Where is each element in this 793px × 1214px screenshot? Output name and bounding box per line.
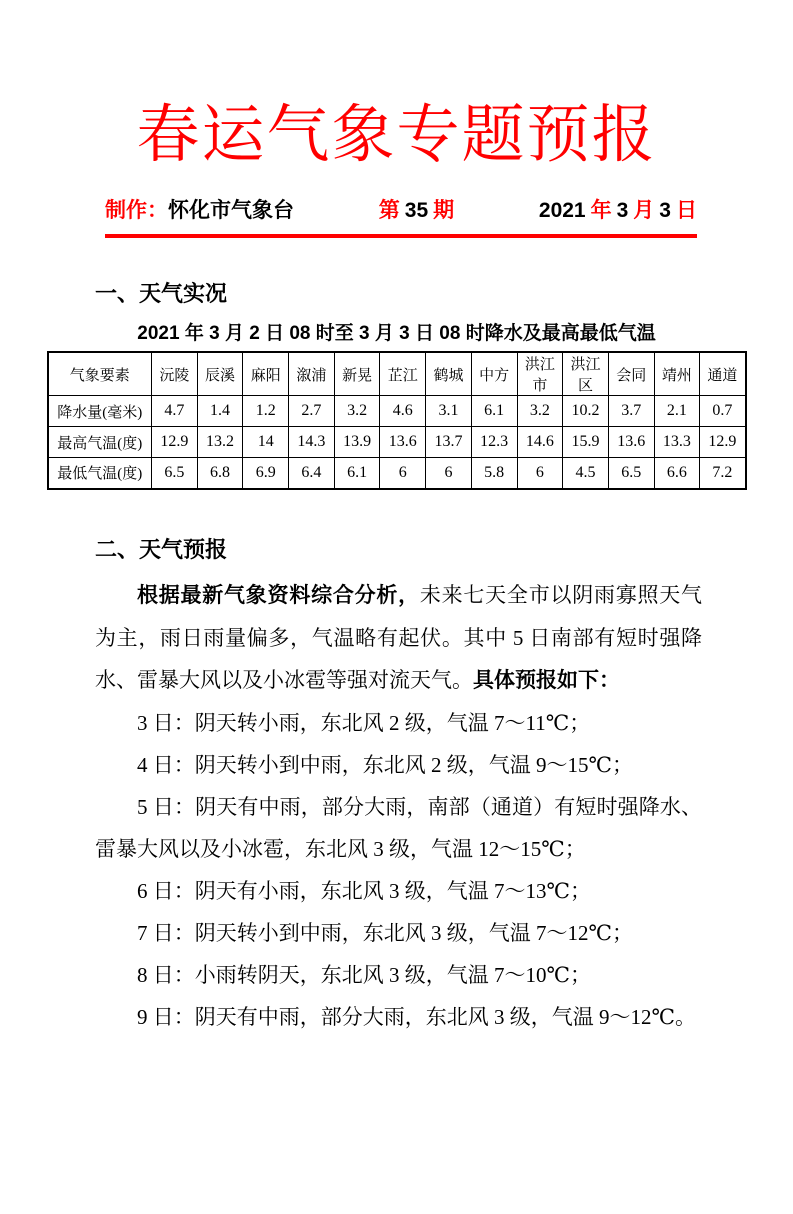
table-cell: 14.6 [517, 427, 563, 458]
page-title: 春运气象专题预报 [136, 100, 657, 170]
row-label-cell: 最高气温(度) [48, 427, 152, 458]
table-cell: 6.8 [197, 458, 243, 489]
forecast-intro [95, 574, 702, 702]
table-row [48, 396, 746, 427]
table-cell: 13.6 [380, 427, 426, 458]
issue-value: 35 [404, 199, 429, 222]
forecast-line: 4 日：阴天转小到中雨，东北风 2 级，气温 9～15℃； [137, 752, 633, 777]
forecast-line: 7 日：阴天转小到中雨，东北风 3 级，气温 7～12℃； [137, 920, 633, 945]
table-cell: 5.8 [471, 458, 517, 489]
producer-value: 怀化市气象台 [168, 199, 294, 222]
table-cell: 6.5 [152, 458, 198, 489]
table-header-cell: 鹤城 [426, 352, 472, 396]
table-cell: 6 [380, 458, 426, 489]
table-cell: 6 [517, 458, 563, 489]
table-cell: 14 [243, 427, 289, 458]
table-cell: 13.6 [608, 427, 654, 458]
document-page [0, 92, 793, 1214]
table-cell: 6.1 [471, 396, 517, 427]
table-cell: 13.9 [334, 427, 380, 458]
table-header-cell: 芷江 [380, 352, 426, 396]
date-day: 3 [659, 199, 671, 222]
table-cell: 4.5 [563, 458, 609, 489]
weather-table-header-row [48, 352, 746, 396]
issue-date [539, 198, 697, 224]
row-label-cell: 降水量(毫米) [48, 396, 152, 427]
table-cell: 3.7 [608, 396, 654, 427]
table-header-cell: 洪江市 [517, 352, 563, 396]
issue-number [379, 198, 454, 224]
table-header-cell: 通道 [700, 352, 746, 396]
issue-suffix: 期 [433, 199, 455, 222]
table-cell: 3.2 [517, 396, 563, 427]
weather-table-title: 2021 年 3 月 2 日 08 时至 3 月 3 日 08 时降水及最高最低气温 [137, 323, 656, 344]
table-cell: 10.2 [563, 396, 609, 427]
intro-lead-bold: 根据最新气象资料综合分析， [137, 583, 420, 607]
forecast-list [95, 702, 702, 1038]
forecast-section [95, 536, 702, 1038]
section1-heading: 一、天气实况 [95, 281, 228, 306]
table-cell: 4.6 [380, 396, 426, 427]
table-row [48, 427, 746, 458]
table-cell: 6.4 [289, 458, 335, 489]
table-cell: 6.9 [243, 458, 289, 489]
table-cell: 1.4 [197, 396, 243, 427]
table-header-cell: 会同 [608, 352, 654, 396]
table-cell: 14.3 [289, 427, 335, 458]
table-header-cell: 气象要素 [48, 352, 152, 396]
table-cell: 6.1 [334, 458, 380, 489]
table-header-cell: 中方 [471, 352, 517, 396]
masthead [105, 198, 697, 238]
table-cell: 7.2 [700, 458, 746, 489]
table-cell: 13.3 [654, 427, 700, 458]
table-cell: 0.7 [700, 396, 746, 427]
date-month-unit: 月 [633, 199, 655, 222]
table-header-cell: 靖州 [654, 352, 700, 396]
forecast-line: 6 日：阴天有小雨，东北风 3 级，气温 7～13℃； [137, 878, 591, 903]
table-header-cell: 新晃 [334, 352, 380, 396]
table-header-cell: 溆浦 [289, 352, 335, 396]
intro-tail-bold: 具体预报如下： [473, 668, 620, 692]
forecast-line: 9 日：阴天有中雨，部分大雨，东北风 3 级，气温 9～12℃。 [137, 1004, 696, 1029]
date-year-unit: 年 [590, 199, 612, 222]
table-cell: 6.5 [608, 458, 654, 489]
table-header-cell: 洪江区 [563, 352, 609, 396]
table-cell: 6 [426, 458, 472, 489]
forecast-line: 8 日：小雨转阴天，东北风 3 级，气温 7～10℃； [137, 962, 591, 987]
row-label-cell: 最低气温(度) [48, 458, 152, 489]
table-cell: 3.2 [334, 396, 380, 427]
producer-label: 制作： [105, 199, 168, 222]
table-cell: 15.9 [563, 427, 609, 458]
table-cell: 4.7 [152, 396, 198, 427]
producer [105, 198, 294, 224]
table-cell: 13.7 [426, 427, 472, 458]
table-header-cell: 辰溪 [197, 352, 243, 396]
table-header-cell: 麻阳 [243, 352, 289, 396]
date-month: 3 [616, 199, 629, 222]
date-year: 2021 [538, 199, 586, 222]
table-cell: 3.1 [426, 396, 472, 427]
table-cell: 12.9 [152, 427, 198, 458]
date-day-unit: 日 [675, 199, 697, 222]
section2-heading: 二、天气预报 [95, 536, 228, 562]
weather-table-body [48, 396, 746, 489]
table-cell: 2.7 [289, 396, 335, 427]
table-cell: 12.3 [471, 427, 517, 458]
forecast-line: 3 日：阴天转小雨，东北风 2 级，气温 7～11℃； [137, 710, 591, 735]
table-cell: 6.6 [654, 458, 700, 489]
table-cell: 12.9 [700, 427, 746, 458]
table-cell: 13.2 [197, 427, 243, 458]
table-cell: 2.1 [654, 396, 700, 427]
table-cell: 1.2 [243, 396, 289, 427]
table-row [48, 458, 746, 489]
intro-body-text: 未来七天全市以阴雨寡照天气为主，雨日雨量偏多，气温略有起伏。其中 5 日南部有短时强降水、雷暴大风以及小冰雹等强对流天气。 [95, 582, 703, 692]
issue-prefix: 第 [378, 199, 400, 222]
forecast-line: 5 日：阴天有中雨，部分大雨，南部（通道）有短时强降水、雷暴大风以及小冰雹，东北风 3 级，气温 12～15℃； [95, 794, 702, 861]
table-header-cell: 沅陵 [152, 352, 198, 396]
weather-table [47, 351, 747, 490]
